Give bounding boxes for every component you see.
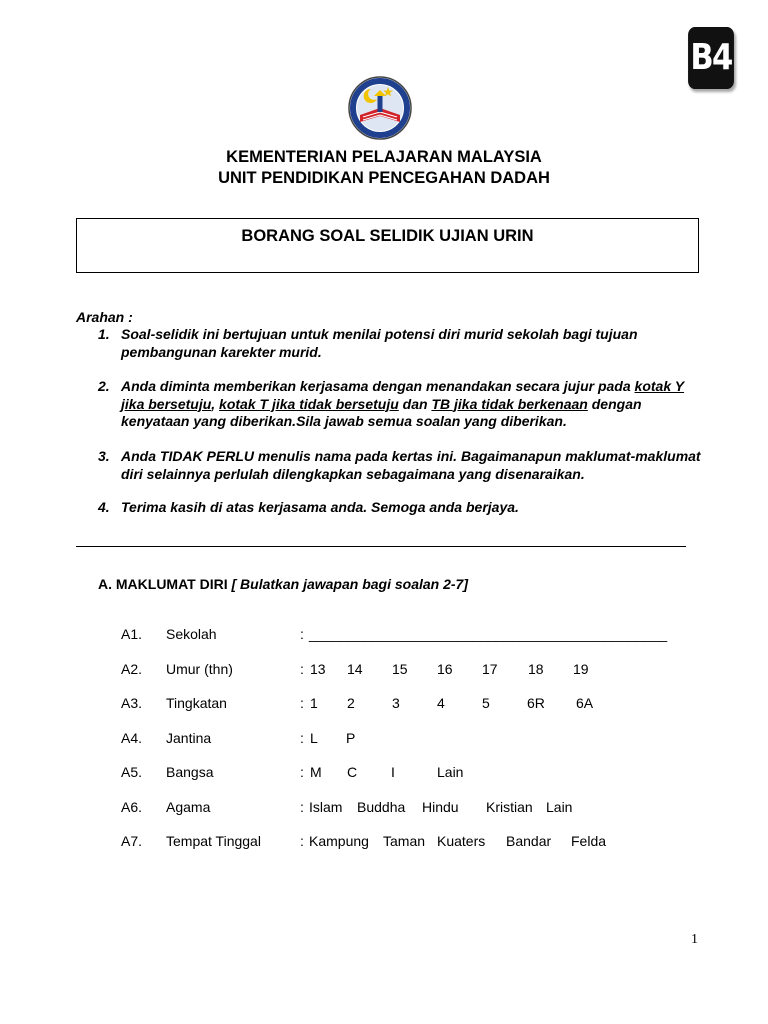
field-row-sekolah: A1. Sekolah : ______________________________________________	[121, 626, 668, 642]
option[interactable]: 15	[392, 661, 408, 677]
option[interactable]: C	[347, 764, 358, 780]
option[interactable]: Felda	[571, 833, 607, 849]
field-row-tingkatan: A3. Tingkatan : 1 2 3 4 5 6R 6A	[121, 695, 594, 711]
option[interactable]: Islam	[309, 799, 343, 815]
option[interactable]: Lain	[437, 764, 464, 780]
field-row-agama: A6. Agama : Islam Buddha Hindu Kristian Lain	[121, 799, 573, 815]
form-title-box	[76, 218, 699, 273]
option[interactable]: L	[310, 730, 318, 746]
option[interactable]: Taman	[383, 833, 426, 849]
option[interactable]: P	[346, 730, 356, 746]
ministry-name: KEMENTERIAN PELAJARAN MALAYSIA	[226, 148, 542, 166]
instructions-label: Arahan :	[76, 309, 133, 325]
school-blank-line[interactable]: ______________________________________________	[309, 626, 668, 642]
option[interactable]: Kuaters	[437, 833, 486, 849]
unit-name: UNIT PENDIDIKAN PENCEGAHAN DADAH	[218, 169, 550, 187]
option[interactable]: Kristian	[486, 799, 533, 815]
option[interactable]: 6A	[576, 695, 594, 711]
option[interactable]: 13	[310, 661, 326, 677]
option[interactable]: 5	[482, 695, 490, 711]
option[interactable]: I	[391, 764, 395, 780]
option[interactable]: 2	[347, 695, 355, 711]
section-a-heading: A. MAKLUMAT DIRI [ Bulatkan jawapan bagi soalan 2-7]	[98, 576, 469, 592]
page-number: 1	[691, 932, 698, 947]
option[interactable]: 18	[528, 661, 544, 677]
section-divider	[76, 546, 686, 547]
field-row-jantina: A4. Jantina : L P	[121, 730, 356, 746]
field-row-bangsa: A5. Bangsa : M C I Lain	[121, 764, 464, 780]
form-code-badge: B4	[688, 27, 734, 89]
field-row-umur: A2. Umur (thn) : 13 14 15 16 17 18 19	[121, 661, 589, 677]
ministry-crest-icon	[347, 75, 413, 141]
option[interactable]: 4	[437, 695, 445, 711]
option[interactable]: 6R	[527, 695, 545, 711]
option[interactable]: Buddha	[357, 799, 406, 815]
option[interactable]: M	[310, 764, 322, 780]
option[interactable]: 14	[347, 661, 363, 677]
option[interactable]: 3	[392, 695, 400, 711]
field-row-tempat-tinggal: A7. Tempat Tinggal : Kampung Taman Kuaters Bandar Felda	[121, 833, 607, 849]
option[interactable]: 1	[310, 695, 318, 711]
option[interactable]: Kampung	[309, 833, 369, 849]
option[interactable]: 16	[437, 661, 453, 677]
option[interactable]: 17	[482, 661, 498, 677]
option[interactable]: Hindu	[422, 799, 459, 815]
option[interactable]: Lain	[546, 799, 573, 815]
option[interactable]: 19	[573, 661, 589, 677]
form-title: BORANG SOAL SELIDIK UJIAN URIN	[241, 227, 534, 245]
option[interactable]: Bandar	[506, 833, 552, 849]
